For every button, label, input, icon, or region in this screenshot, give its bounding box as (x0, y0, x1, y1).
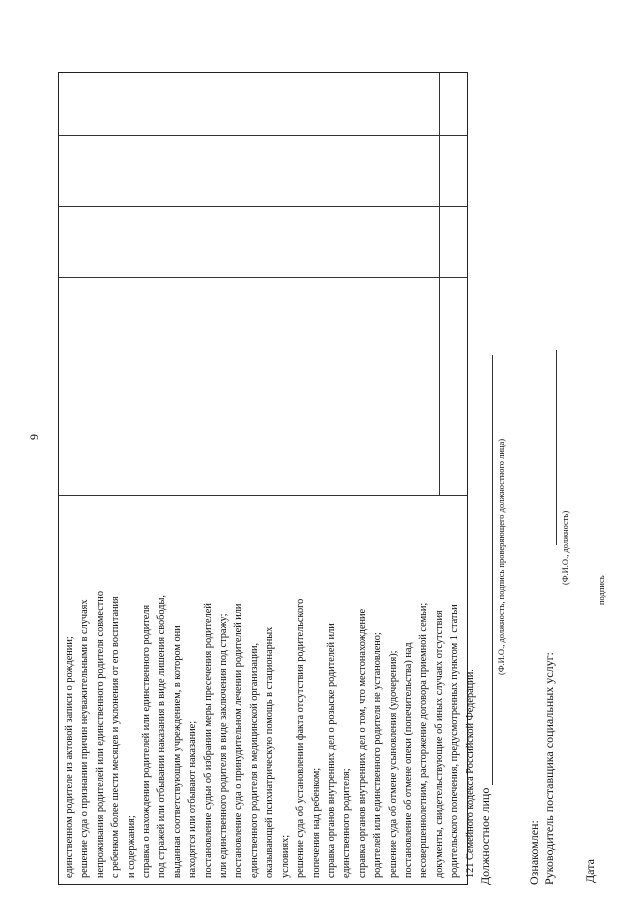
document-list-line: родительского попечения, предусмотренных пунктом 1 статьи (449, 604, 461, 878)
document-list-line: единственном родителе из актовой записи о рождении; (64, 636, 75, 878)
document-list-line: несовершеннолетним, расторжение договора приемной семьи; (418, 602, 430, 878)
document-list-line: находятся или отбывают наказание; (187, 720, 199, 878)
table-column-divider (59, 495, 467, 496)
table-column-divider (59, 277, 467, 278)
document-list-line: постановление об отмене опеки (попечительства) над (402, 642, 414, 878)
page-number: 9 (27, 434, 41, 440)
document-list-line: единственного родителя в медицинской организации, (248, 642, 260, 878)
document-list-line: единственного родителя; (341, 768, 353, 878)
document-list-line: и содержания; (125, 815, 137, 878)
document-list-line: справка органов внутренних дел о розыске родителей или (325, 623, 337, 878)
document-list-line: постановление суда о принудительном лечении родителей или (233, 603, 245, 878)
document-list-line: документы, свидетельствующие об иных случаях отсутствия (433, 610, 445, 878)
document-list-line: 121 Семейного кодекса Российской Федерации. (464, 669, 476, 878)
provider-head-label: Руководитель поставщика социальных услуг: (542, 652, 556, 885)
document-list-line: родителей или единственного родителя не установлено; (372, 632, 384, 878)
document-list-line: решение суда об установлении факта отсутствия родительского (295, 598, 307, 878)
document-list-line: попечения над ребенком; (310, 767, 322, 878)
document-list-line: справка о нахождении родителей или единственного родителя (141, 604, 153, 878)
document-list-cell (62, 504, 476, 878)
date-label: Дата (583, 859, 597, 883)
official-label: Должностное лицо (478, 787, 492, 885)
document-table (58, 72, 476, 885)
table-row-divider (439, 73, 440, 496)
document-list-line: под стражей или отбывании наказания в виде лишения свободы, (156, 595, 168, 878)
document-list-line: непроживания родителей или единственного родителя совместно (94, 591, 106, 878)
provider-head-caption: (Ф.И.О., должность) (560, 510, 570, 585)
signature-caption: подпись (596, 575, 606, 605)
document-list-line: или единственного родителя в виде заключения под стражу; (218, 613, 230, 878)
acknowledged-label: Ознакомлен: (527, 820, 541, 885)
document-list-line: постановление судьи об избрании меры пресечения родителей (202, 603, 214, 878)
document-list-line: решение суда о признании причин неуважительными в случаях (79, 599, 91, 878)
document-list-line: оказывающей психиатрическую помощь в стационарных (264, 626, 276, 878)
official-signature-line (492, 355, 493, 785)
official-caption: (Ф.И.О., должность, подпись проверяющего должностного лица) (496, 438, 506, 675)
provider-head-signature-line (556, 350, 557, 545)
document-list-line: решение суда об отмене усыновления (удочерения); (387, 650, 399, 878)
document-list-line: с ребенком более шести месяцев и уклонения от его воспитания (110, 596, 122, 878)
document-list-line: справка органов внутренних дел о том, что местонахождение (356, 608, 368, 878)
document-list-line: выданная соответствующим учреждением, в котором они (171, 625, 183, 878)
table-column-divider (59, 206, 467, 207)
table-column-divider (59, 135, 467, 136)
document-list-line: условиях; (279, 834, 291, 878)
